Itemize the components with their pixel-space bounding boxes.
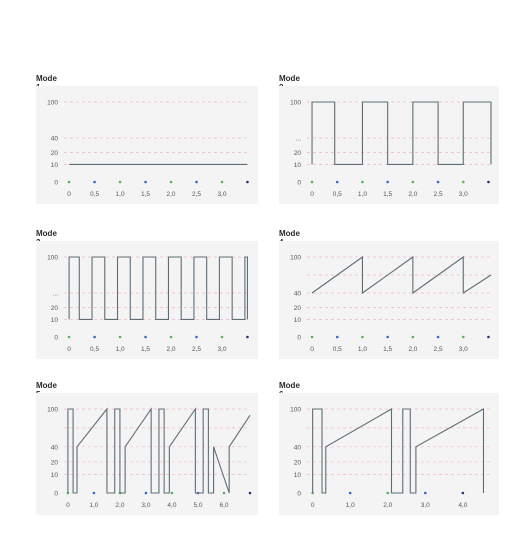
- axis-dot: [195, 336, 198, 339]
- y-tick-label: 10: [50, 472, 58, 480]
- series-line: [69, 257, 247, 319]
- x-tick-label: 2,0: [408, 346, 418, 353]
- x-tick-label: 3,0: [458, 191, 468, 198]
- axis-dot: [349, 492, 352, 495]
- axis-dot: [68, 181, 71, 184]
- mode-6-chart: [279, 393, 499, 515]
- chart-title: Mode: [279, 229, 300, 238]
- y-tick-label: 20: [50, 149, 58, 157]
- series-line: [312, 102, 491, 164]
- x-tick-label: 1,0: [115, 346, 125, 353]
- x-tick-label: 3,0: [217, 346, 227, 353]
- chart-title: Mode: [36, 381, 57, 390]
- axis-dot: [223, 492, 226, 495]
- x-tick-label: 1,0: [89, 502, 99, 509]
- axis-dot: [462, 492, 465, 495]
- y-tick-label: 40: [293, 444, 301, 452]
- axis-dot: [462, 181, 465, 184]
- axis-dot: [437, 181, 440, 184]
- y-tick-label: 100: [290, 254, 301, 262]
- x-tick-label: 0: [66, 502, 70, 509]
- axis-dot: [386, 492, 389, 495]
- x-tick-label: 2,0: [383, 502, 393, 509]
- y-tick-label: 0: [297, 490, 301, 498]
- y-tick-label: 20: [293, 304, 301, 312]
- axis-dot: [386, 336, 389, 339]
- mode-4-chart: [279, 241, 499, 359]
- x-tick-label: 2,5: [191, 346, 202, 353]
- y-tick-label: 100: [47, 406, 58, 414]
- mode-5-chart: [36, 393, 258, 515]
- series-line: [68, 409, 250, 493]
- chart-area: [279, 393, 499, 515]
- axis-dot: [249, 492, 252, 495]
- y-tick-label: 100: [47, 99, 58, 107]
- axis-dot: [171, 492, 174, 495]
- y-tick-label: 10: [293, 472, 301, 480]
- y-tick-label: 10: [50, 161, 58, 169]
- y-tick-label: 0: [297, 334, 301, 342]
- y-tick-label: 0: [54, 179, 58, 187]
- x-tick-label: 1,5: [383, 346, 393, 353]
- y-tick-label: 100: [47, 254, 58, 262]
- y-tick-label: 0: [54, 490, 58, 498]
- y-tick-label: 100: [290, 99, 301, 107]
- chart-title: Mode: [36, 229, 57, 238]
- y-tick-label: 10: [293, 161, 301, 169]
- x-tick-label: 3,0: [141, 502, 151, 509]
- axis-dot: [221, 336, 224, 339]
- axis-dot: [119, 181, 122, 184]
- x-tick-label: 5,0: [193, 502, 203, 509]
- y-tick-label: ...: [295, 135, 301, 143]
- chart-area: [36, 393, 258, 515]
- x-tick-label: 4,0: [167, 502, 177, 509]
- x-tick-label: 1,0: [115, 191, 125, 198]
- y-tick-label: 100: [290, 406, 301, 414]
- x-tick-label: 2,0: [166, 346, 176, 353]
- axis-dot: [437, 336, 440, 339]
- y-tick-label: 20: [293, 459, 301, 467]
- y-tick-label: ...: [52, 290, 58, 298]
- x-tick-label: 2,5: [191, 191, 202, 198]
- x-tick-label: 6,0: [219, 502, 229, 509]
- axis-dot: [424, 492, 427, 495]
- axis-dot: [144, 181, 147, 184]
- x-tick-label: 0: [67, 191, 71, 198]
- axis-dot: [68, 336, 71, 339]
- axis-dot: [311, 181, 314, 184]
- x-tick-label: 0: [67, 346, 71, 353]
- chart-title: Mode: [36, 74, 57, 83]
- axis-dot: [93, 492, 96, 495]
- x-tick-label: 2,5: [433, 191, 443, 198]
- chart-title: Mode: [279, 74, 300, 83]
- chart-area: [36, 241, 258, 359]
- chart-area: [279, 241, 499, 359]
- y-tick-label: 0: [297, 179, 301, 187]
- mode-2-chart: [279, 86, 499, 204]
- x-tick-label: 1,0: [357, 346, 367, 353]
- x-tick-label: 0,5: [90, 346, 100, 353]
- y-tick-label: 10: [293, 316, 301, 324]
- axis-dot: [462, 336, 465, 339]
- y-tick-label: 0: [54, 334, 58, 342]
- chart-title: Mode: [279, 381, 300, 390]
- y-tick-label: 10: [50, 316, 58, 324]
- y-tick-label: 20: [50, 304, 58, 312]
- axis-dot: [361, 181, 364, 184]
- axis-dot: [119, 336, 122, 339]
- x-tick-label: 0: [310, 191, 314, 198]
- axis-dot: [93, 181, 96, 184]
- axis-dot: [221, 181, 224, 184]
- x-tick-label: 1,5: [141, 346, 151, 353]
- axis-dot: [361, 336, 364, 339]
- y-tick-label: 40: [293, 290, 301, 298]
- axis-dot: [412, 181, 415, 184]
- axis-dot: [93, 336, 96, 339]
- axis-dot: [336, 336, 339, 339]
- axis-dot: [487, 336, 490, 339]
- axis-dot: [170, 336, 173, 339]
- mode-1-chart: [36, 86, 258, 204]
- axis-dot: [487, 181, 490, 184]
- x-tick-label: 0,5: [332, 191, 342, 198]
- axis-dot: [144, 336, 147, 339]
- y-tick-label: 20: [50, 459, 58, 467]
- x-tick-label: 4,0: [458, 502, 468, 509]
- x-tick-label: 1,0: [357, 191, 367, 198]
- x-tick-label: 1,5: [383, 191, 393, 198]
- y-tick-label: 20: [293, 149, 301, 157]
- axis-dot: [386, 181, 389, 184]
- axis-dot: [412, 336, 415, 339]
- x-tick-label: 2,0: [166, 191, 176, 198]
- chart-area: [279, 86, 499, 204]
- x-tick-label: 3,0: [420, 502, 430, 509]
- x-tick-label: 0,5: [332, 346, 342, 353]
- y-tick-label: 40: [50, 444, 58, 452]
- x-tick-label: 1,0: [345, 502, 355, 509]
- x-tick-label: 0: [310, 346, 314, 353]
- x-tick-label: 2,5: [433, 346, 443, 353]
- axis-dot: [246, 336, 249, 339]
- axis-dot: [246, 181, 249, 184]
- mode-3-chart: [36, 241, 258, 359]
- chart-area: [36, 86, 258, 204]
- axis-dot: [311, 336, 314, 339]
- axis-dot: [336, 181, 339, 184]
- x-tick-label: 2,0: [408, 191, 418, 198]
- x-tick-label: 2,0: [115, 502, 125, 509]
- axis-dot: [170, 181, 173, 184]
- x-tick-label: 3,0: [217, 191, 227, 198]
- series-line: [313, 409, 484, 493]
- y-tick-label: 40: [50, 135, 58, 143]
- axis-dot: [145, 492, 148, 495]
- x-tick-label: 0,5: [90, 191, 100, 198]
- x-tick-label: 3,0: [458, 346, 468, 353]
- x-tick-label: 0: [310, 502, 315, 509]
- axis-dot: [195, 181, 198, 184]
- x-tick-label: 1,5: [141, 191, 151, 198]
